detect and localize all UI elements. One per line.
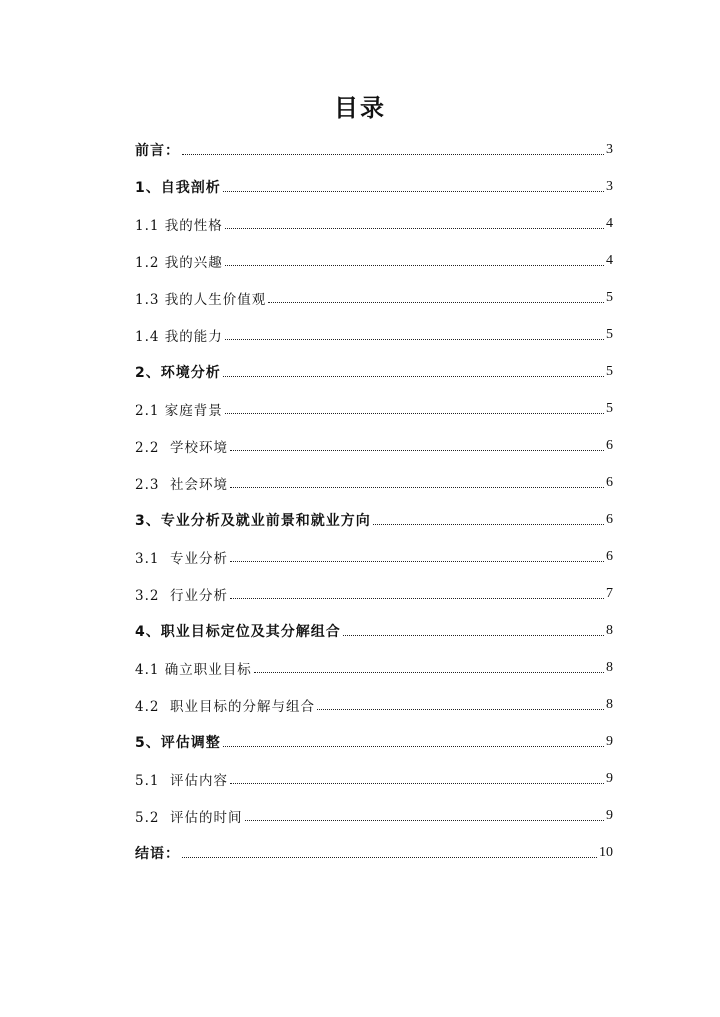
toc-entry-page: 6 bbox=[606, 548, 613, 564]
toc-entry-conclusion[interactable] bbox=[135, 834, 613, 871]
dot-leader bbox=[225, 325, 604, 340]
table-of-contents bbox=[135, 131, 613, 871]
toc-entry-4-1[interactable] bbox=[135, 649, 613, 686]
dot-leader bbox=[182, 843, 597, 858]
toc-entry-text: 4、职业目标定位及其分解组合 bbox=[135, 623, 341, 640]
toc-entry-text: 3、专业分析及就业前景和就业方向 bbox=[135, 512, 371, 529]
toc-entry-text: 2.3 社会环境 bbox=[135, 476, 229, 493]
toc-entry-3-1[interactable] bbox=[135, 538, 613, 575]
toc-entry-page: 5 bbox=[606, 289, 613, 305]
toc-entry-page: 6 bbox=[606, 511, 613, 527]
dot-leader bbox=[343, 621, 604, 636]
toc-entry-1[interactable] bbox=[135, 168, 613, 205]
toc-entry-5[interactable] bbox=[135, 723, 613, 760]
dot-leader bbox=[254, 658, 604, 673]
toc-entry-page: 3 bbox=[606, 178, 613, 194]
toc-entry-text: 3.2 行业分析 bbox=[135, 587, 229, 604]
dot-leader bbox=[225, 399, 604, 414]
toc-entry-page: 6 bbox=[606, 474, 613, 490]
toc-entry-2[interactable] bbox=[135, 353, 613, 390]
toc-entry-text: 1.4 我的能力 bbox=[135, 328, 223, 345]
toc-entry-page: 8 bbox=[606, 659, 613, 675]
toc-entry-text: 4.1 确立职业目标 bbox=[135, 661, 252, 678]
toc-entry-page: 10 bbox=[599, 844, 613, 860]
toc-entry-text: 4.2 职业目标的分解与组合 bbox=[135, 698, 316, 715]
dot-leader bbox=[317, 695, 604, 710]
dot-leader bbox=[230, 436, 604, 451]
toc-entry-2-3[interactable] bbox=[135, 464, 613, 501]
toc-entry-page: 6 bbox=[606, 437, 613, 453]
dot-leader bbox=[223, 362, 604, 377]
toc-entry-page: 9 bbox=[606, 733, 613, 749]
toc-entry-text: 5.2 评估的时间 bbox=[135, 809, 243, 826]
toc-entry-text: 5.1 评估内容 bbox=[135, 772, 229, 789]
dot-leader bbox=[230, 473, 604, 488]
toc-entry-2-1[interactable] bbox=[135, 390, 613, 427]
toc-entry-page: 5 bbox=[606, 326, 613, 342]
toc-entry-page: 8 bbox=[606, 696, 613, 712]
toc-entry-3[interactable] bbox=[135, 501, 613, 538]
toc-entry-text: 2.2 学校环境 bbox=[135, 439, 229, 456]
dot-leader bbox=[230, 547, 604, 562]
page-title: 目录 bbox=[334, 94, 386, 122]
dot-leader bbox=[225, 214, 604, 229]
toc-entry-text: 3.1 专业分析 bbox=[135, 550, 229, 567]
toc-entry-text: 1.3 我的人生价值观 bbox=[135, 291, 267, 308]
dot-leader bbox=[268, 288, 604, 303]
dot-leader bbox=[223, 177, 604, 192]
toc-entry-text: 1.2 我的兴趣 bbox=[135, 254, 223, 271]
toc-entry-text: 前言： bbox=[135, 142, 180, 159]
toc-entry-page: 5 bbox=[606, 400, 613, 416]
toc-entry-1-3[interactable] bbox=[135, 279, 613, 316]
toc-entry-1-4[interactable] bbox=[135, 316, 613, 353]
toc-entry-4[interactable] bbox=[135, 612, 613, 649]
toc-entry-page: 3 bbox=[606, 141, 613, 157]
dot-leader bbox=[230, 584, 604, 599]
toc-entry-1-2[interactable] bbox=[135, 242, 613, 279]
toc-entry-page: 5 bbox=[606, 363, 613, 379]
dot-leader bbox=[225, 251, 604, 266]
toc-entry-2-2[interactable] bbox=[135, 427, 613, 464]
toc-entry-text: 1、自我剖析 bbox=[135, 179, 221, 196]
toc-entry-page: 9 bbox=[606, 807, 613, 823]
toc-entry-4-2[interactable] bbox=[135, 686, 613, 723]
toc-entry-page: 4 bbox=[606, 252, 613, 268]
toc-entry-5-1[interactable] bbox=[135, 760, 613, 797]
toc-entry-text: 1.1 我的性格 bbox=[135, 217, 223, 234]
toc-entry-text: 5、评估调整 bbox=[135, 734, 221, 751]
dot-leader bbox=[223, 732, 604, 747]
dot-leader bbox=[230, 769, 604, 784]
toc-entry-page: 9 bbox=[606, 770, 613, 786]
toc-entry-text: 2.1 家庭背景 bbox=[135, 402, 223, 419]
toc-entry-preface[interactable] bbox=[135, 131, 613, 168]
toc-entry-5-2[interactable] bbox=[135, 797, 613, 834]
toc-entry-text: 结语： bbox=[135, 845, 180, 862]
toc-entry-page: 8 bbox=[606, 622, 613, 638]
toc-entry-3-2[interactable] bbox=[135, 575, 613, 612]
toc-entry-text: 2、环境分析 bbox=[135, 364, 221, 381]
dot-leader bbox=[373, 510, 604, 525]
toc-entry-page: 7 bbox=[606, 585, 613, 601]
dot-leader bbox=[245, 806, 604, 821]
toc-entry-page: 4 bbox=[606, 215, 613, 231]
dot-leader bbox=[182, 140, 604, 155]
toc-entry-1-1[interactable] bbox=[135, 205, 613, 242]
